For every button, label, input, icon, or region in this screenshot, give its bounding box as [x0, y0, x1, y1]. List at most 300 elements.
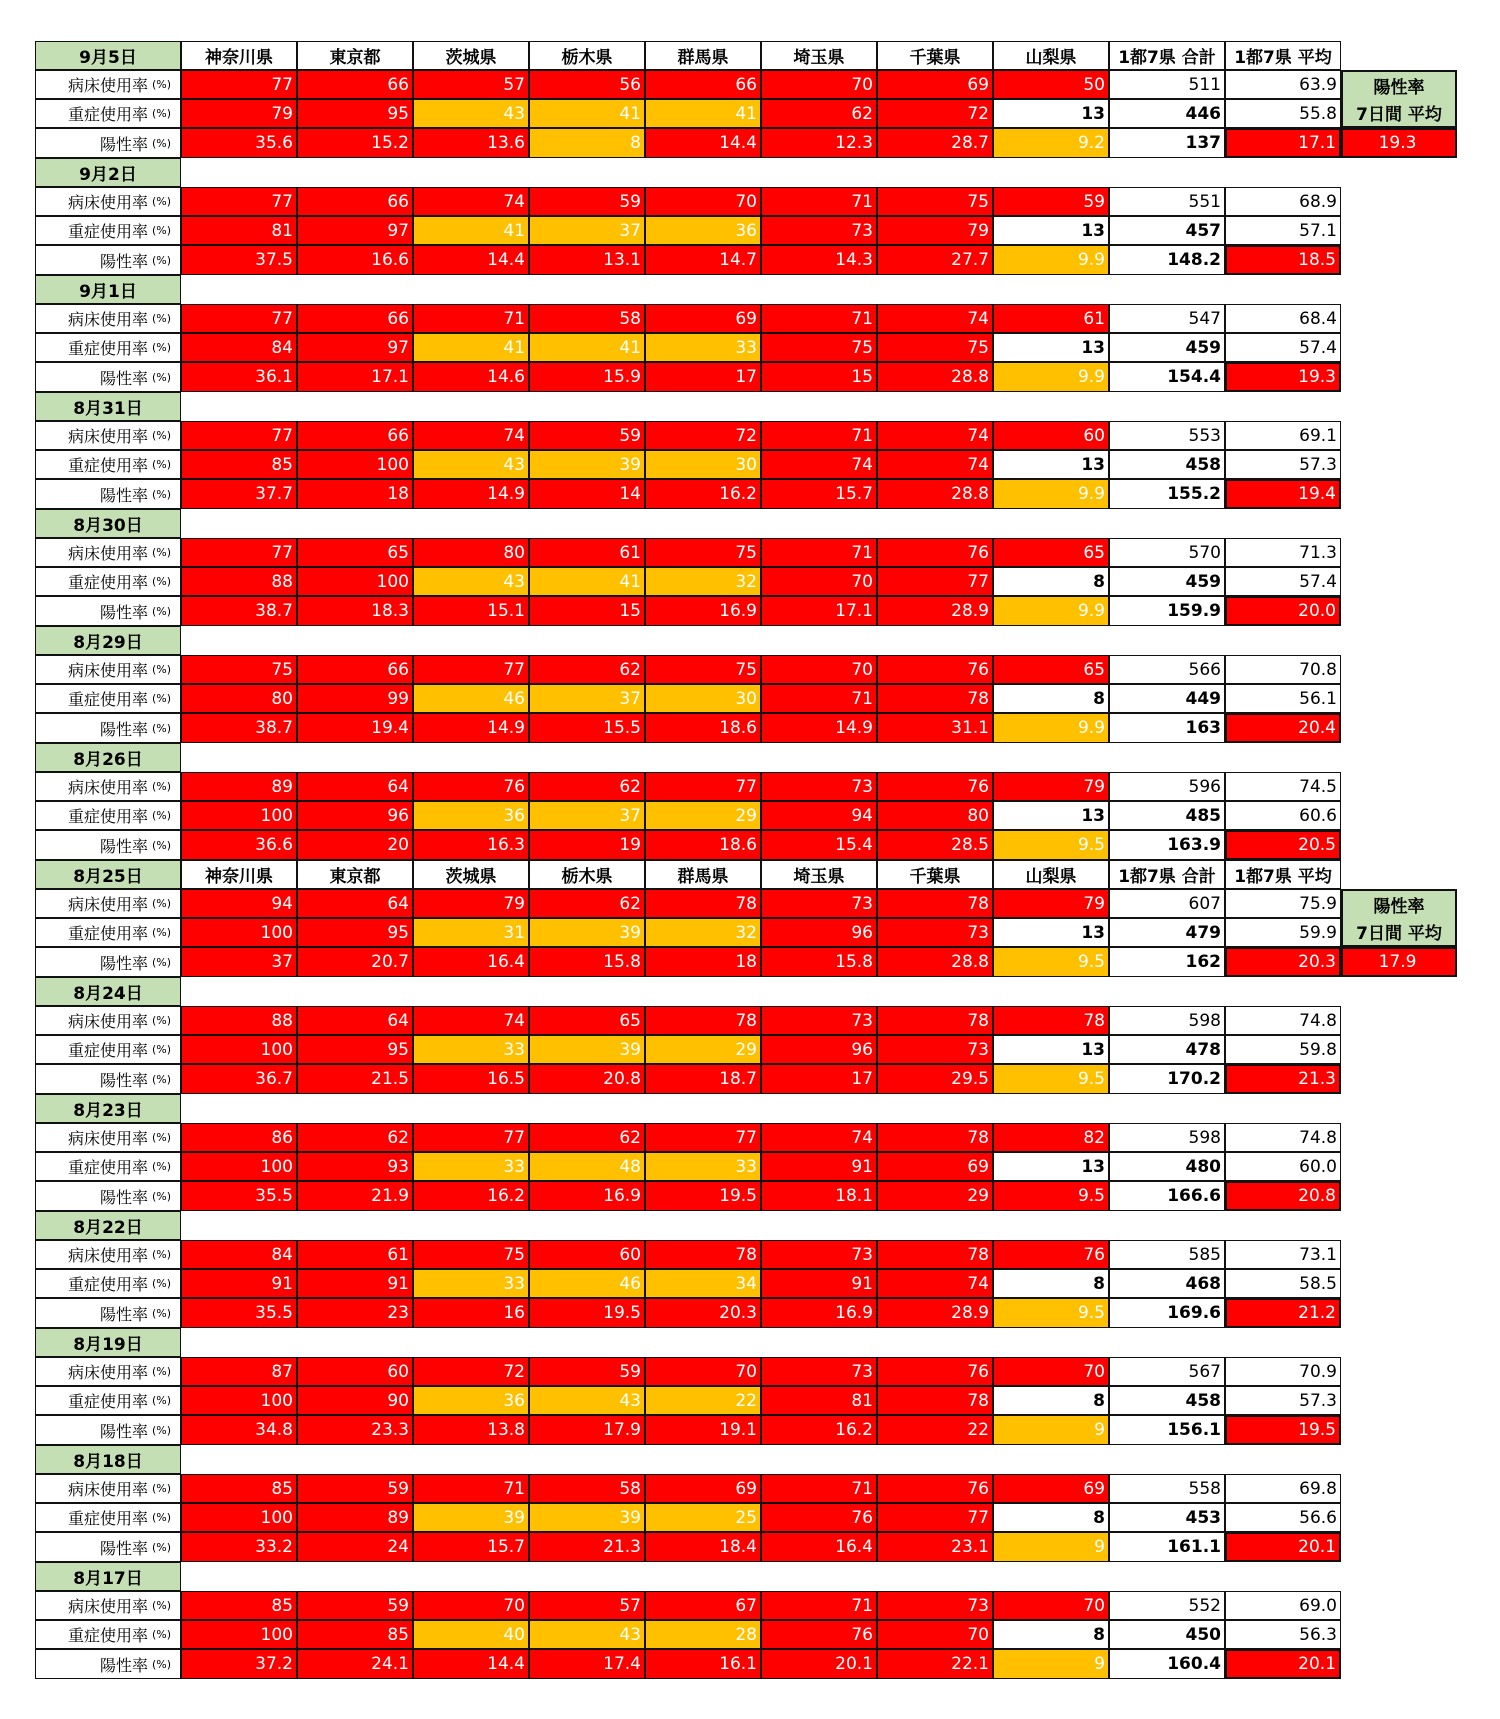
value-cell: 46: [413, 684, 529, 713]
row-label: [35, 70, 181, 99]
value-cell: 78: [877, 684, 993, 713]
value-cell: 9.9: [993, 362, 1109, 392]
row-label: [35, 1152, 181, 1181]
total-cell: 558: [1109, 1474, 1225, 1503]
value-cell: 71: [761, 1474, 877, 1503]
date-row: [35, 977, 1473, 1006]
unit-label: (%): [151, 1482, 171, 1495]
total-cell: 453: [1109, 1503, 1225, 1532]
value-cell: 88: [181, 1006, 297, 1035]
value-cell: 16.4: [761, 1532, 877, 1562]
total-cell: 137: [1109, 128, 1225, 158]
table-row: [35, 99, 1473, 128]
value-cell: 15: [529, 596, 645, 626]
column-header: 神奈川県: [181, 860, 297, 889]
date-label: 9月2日: [35, 158, 181, 187]
table-row: [35, 596, 1473, 626]
value-cell: 70: [993, 1591, 1109, 1620]
value-cell: 62: [529, 889, 645, 918]
average-cell: 20.4: [1225, 713, 1341, 743]
column-header: 茨城県: [413, 860, 529, 889]
value-cell: 40: [413, 1620, 529, 1649]
average-cell: 57.3: [1225, 450, 1341, 479]
value-cell: 43: [413, 99, 529, 128]
value-cell: 96: [761, 918, 877, 947]
value-cell: 29.5: [877, 1064, 993, 1094]
row-label-text: 陽性率: [99, 134, 148, 154]
unit-label: (%): [151, 575, 171, 588]
value-cell: 50: [993, 70, 1109, 99]
value-cell: 9.2: [993, 128, 1109, 158]
row-label: [35, 772, 181, 801]
value-cell: 18.6: [645, 830, 761, 860]
value-cell: 99: [297, 684, 413, 713]
value-cell: 70: [877, 1620, 993, 1649]
table-row: [35, 801, 1473, 830]
value-cell: 70: [413, 1591, 529, 1620]
row-label: [35, 450, 181, 479]
value-cell: 100: [181, 801, 297, 830]
total-cell: 457: [1109, 216, 1225, 245]
value-cell: 14.4: [645, 128, 761, 158]
table-row: [35, 1386, 1473, 1415]
row-label: [35, 99, 181, 128]
value-cell: 9.5: [993, 1064, 1109, 1094]
value-cell: 28.8: [877, 362, 993, 392]
value-cell: 80: [413, 538, 529, 567]
row-label: [35, 245, 181, 275]
column-header: 東京都: [297, 860, 413, 889]
table-row: [35, 1649, 1473, 1679]
value-cell: 100: [181, 918, 297, 947]
value-cell: 69: [993, 1474, 1109, 1503]
column-header: 山梨県: [993, 41, 1109, 70]
value-cell: 15.9: [529, 362, 645, 392]
value-cell: 36: [645, 216, 761, 245]
unit-label: (%): [151, 1511, 171, 1524]
date-label: 8月17日: [35, 1562, 181, 1591]
value-cell: 29: [645, 801, 761, 830]
average-cell: 74.8: [1225, 1123, 1341, 1152]
value-cell: 41: [529, 567, 645, 596]
value-cell: 85: [297, 1620, 413, 1649]
value-cell: 69: [877, 1152, 993, 1181]
average-cell: 19.5: [1225, 1415, 1341, 1445]
value-cell: 36.6: [181, 830, 297, 860]
value-cell: 64: [297, 889, 413, 918]
value-cell: 69: [645, 304, 761, 333]
value-cell: 18.6: [645, 713, 761, 743]
row-label: [35, 1620, 181, 1649]
average-cell: 70.8: [1225, 655, 1341, 684]
row-label: [35, 801, 181, 830]
value-cell: 41: [529, 333, 645, 362]
row-label-text: 重症使用率: [67, 1509, 148, 1528]
row-label-text: 病床使用率: [67, 1246, 148, 1265]
row-label: [35, 684, 181, 713]
row-label-text: 病床使用率: [67, 661, 148, 680]
value-cell: 20.3: [645, 1298, 761, 1328]
value-cell: 78: [877, 1123, 993, 1152]
date-label: 9月1日: [35, 275, 181, 304]
value-cell: 15.8: [529, 947, 645, 977]
unit-label: (%): [151, 1248, 171, 1261]
average-cell: 21.3: [1225, 1064, 1341, 1094]
average-cell: 71.3: [1225, 538, 1341, 567]
value-cell: 19.5: [529, 1298, 645, 1328]
unit-label: (%): [151, 955, 171, 969]
row-label-text: 陽性率: [99, 1070, 148, 1090]
total-cell: 485: [1109, 801, 1225, 830]
value-cell: 9: [993, 1415, 1109, 1445]
value-cell: 20.7: [297, 947, 413, 977]
average-cell: 69.8: [1225, 1474, 1341, 1503]
value-cell: 16.5: [413, 1064, 529, 1094]
row-label: [35, 1474, 181, 1503]
row-label-text: 病床使用率: [67, 778, 148, 797]
value-cell: 58: [529, 304, 645, 333]
unit-label: (%): [151, 107, 171, 120]
value-cell: 78: [645, 889, 761, 918]
value-cell: 14.4: [413, 245, 529, 275]
value-cell: 16.2: [761, 1415, 877, 1445]
positive-rate-7day-title: 陽性率: [1341, 889, 1457, 918]
total-cell: 567: [1109, 1357, 1225, 1386]
value-cell: 16.9: [529, 1181, 645, 1211]
unit-label: (%): [151, 370, 171, 384]
value-cell: 89: [297, 1503, 413, 1532]
date-label: 8月22日: [35, 1211, 181, 1240]
total-cell: 459: [1109, 567, 1225, 596]
value-cell: 60: [993, 421, 1109, 450]
value-cell: 75: [181, 655, 297, 684]
value-cell: 91: [181, 1269, 297, 1298]
value-cell: 95: [297, 1035, 413, 1064]
row-label-text: 重症使用率: [67, 924, 148, 943]
row-label: [35, 216, 181, 245]
value-cell: 78: [645, 1006, 761, 1035]
table-row: [35, 830, 1473, 860]
total-cell: 596: [1109, 772, 1225, 801]
value-cell: 37: [529, 216, 645, 245]
total-cell: 552: [1109, 1591, 1225, 1620]
row-label-text: 陽性率: [99, 368, 148, 388]
value-cell: 8: [529, 128, 645, 158]
value-cell: 88: [181, 567, 297, 596]
value-cell: 28.9: [877, 1298, 993, 1328]
value-cell: 8: [993, 567, 1109, 596]
value-cell: 39: [529, 1503, 645, 1532]
value-cell: 31: [413, 918, 529, 947]
table-row: [35, 713, 1473, 743]
total-cell: 551: [1109, 187, 1225, 216]
average-cell: 55.8: [1225, 99, 1341, 128]
total-cell: 156.1: [1109, 1415, 1225, 1445]
row-label-text: 陽性率: [99, 1304, 148, 1324]
date-row: [35, 1094, 1473, 1123]
column-header: 群馬県: [645, 860, 761, 889]
value-cell: 73: [761, 772, 877, 801]
average-cell: 69.0: [1225, 1591, 1341, 1620]
total-cell: 449: [1109, 684, 1225, 713]
value-cell: 67: [645, 1591, 761, 1620]
value-cell: 62: [529, 1123, 645, 1152]
value-cell: 8: [993, 1269, 1109, 1298]
table-row: [35, 362, 1473, 392]
date-label: 8月19日: [35, 1328, 181, 1357]
value-cell: 37: [529, 801, 645, 830]
value-cell: 100: [297, 567, 413, 596]
average-cell: 56.3: [1225, 1620, 1341, 1649]
table-row: [35, 1240, 1473, 1269]
value-cell: 75: [645, 538, 761, 567]
value-cell: 96: [761, 1035, 877, 1064]
total-cell: 159.9: [1109, 596, 1225, 626]
value-cell: 28.8: [877, 947, 993, 977]
value-cell: 39: [529, 1035, 645, 1064]
value-cell: 64: [297, 1006, 413, 1035]
date-row: [35, 1328, 1473, 1357]
column-header: 茨城県: [413, 41, 529, 70]
value-cell: 97: [297, 333, 413, 362]
table-row: [35, 216, 1473, 245]
unit-label: (%): [151, 838, 171, 852]
unit-label: (%): [151, 721, 171, 735]
value-cell: 25: [645, 1503, 761, 1532]
value-cell: 61: [529, 538, 645, 567]
column-header: 東京都: [297, 41, 413, 70]
date-row: [35, 626, 1473, 655]
table-row: [35, 304, 1473, 333]
value-cell: 28: [645, 1620, 761, 1649]
value-cell: 13.1: [529, 245, 645, 275]
date-label: 8月30日: [35, 509, 181, 538]
value-cell: 75: [645, 655, 761, 684]
date-label: 8月24日: [35, 977, 181, 1006]
value-cell: 20: [297, 830, 413, 860]
total-cell: 155.2: [1109, 479, 1225, 509]
row-label-text: 重症使用率: [67, 105, 148, 124]
value-cell: 8: [993, 684, 1109, 713]
value-cell: 100: [181, 1386, 297, 1415]
row-label-text: 陽性率: [99, 1187, 148, 1207]
unit-label: (%): [151, 1072, 171, 1086]
column-header: 1都7県 合計: [1109, 41, 1225, 70]
value-cell: 80: [877, 801, 993, 830]
column-header: 千葉県: [877, 860, 993, 889]
row-label-text: 病床使用率: [67, 76, 148, 95]
column-header: 群馬県: [645, 41, 761, 70]
value-cell: 76: [413, 772, 529, 801]
value-cell: 33: [645, 333, 761, 362]
average-cell: 19.4: [1225, 479, 1341, 509]
row-label: [35, 1181, 181, 1211]
row-label-text: 重症使用率: [67, 1158, 148, 1177]
row-label-text: 病床使用率: [67, 310, 148, 329]
column-header: 山梨県: [993, 860, 1109, 889]
table-row: [35, 1474, 1473, 1503]
value-cell: 18.4: [645, 1532, 761, 1562]
row-label-text: 陽性率: [99, 602, 148, 622]
value-cell: 76: [877, 538, 993, 567]
total-cell: 598: [1109, 1123, 1225, 1152]
row-label-text: 重症使用率: [67, 807, 148, 826]
value-cell: 17.9: [529, 1415, 645, 1445]
value-cell: 14.9: [413, 479, 529, 509]
value-cell: 13: [993, 801, 1109, 830]
table-row: [35, 538, 1473, 567]
value-cell: 22: [645, 1386, 761, 1415]
value-cell: 22.1: [877, 1649, 993, 1679]
row-label: [35, 187, 181, 216]
column-header: 神奈川県: [181, 41, 297, 70]
value-cell: 77: [413, 1123, 529, 1152]
value-cell: 18: [645, 947, 761, 977]
value-cell: 77: [645, 1123, 761, 1152]
date-label: 8月29日: [35, 626, 181, 655]
row-label: [35, 1123, 181, 1152]
value-cell: 81: [181, 216, 297, 245]
value-cell: 36: [413, 1386, 529, 1415]
unit-label: (%): [151, 897, 171, 910]
value-cell: 41: [529, 99, 645, 128]
value-cell: 38.7: [181, 713, 297, 743]
unit-label: (%): [151, 780, 171, 793]
value-cell: 27.7: [877, 245, 993, 275]
unit-label: (%): [151, 253, 171, 267]
average-cell: 20.1: [1225, 1649, 1341, 1679]
table-row: [35, 1181, 1473, 1211]
value-cell: 70: [761, 655, 877, 684]
row-label: [35, 304, 181, 333]
value-cell: 18.1: [761, 1181, 877, 1211]
value-cell: 79: [181, 99, 297, 128]
table-row: [35, 333, 1473, 362]
average-cell: 20.5: [1225, 830, 1341, 860]
row-label: [35, 538, 181, 567]
value-cell: 74: [761, 1123, 877, 1152]
total-cell: 478: [1109, 1035, 1225, 1064]
value-cell: 89: [181, 772, 297, 801]
value-cell: 56: [529, 70, 645, 99]
value-cell: 37.7: [181, 479, 297, 509]
value-cell: 74: [877, 1269, 993, 1298]
value-cell: 93: [297, 1152, 413, 1181]
value-cell: 41: [413, 333, 529, 362]
average-cell: 19.3: [1225, 362, 1341, 392]
value-cell: 85: [181, 1474, 297, 1503]
row-label-text: 病床使用率: [67, 1597, 148, 1616]
value-cell: 76: [877, 655, 993, 684]
value-cell: 23.3: [297, 1415, 413, 1445]
value-cell: 61: [297, 1240, 413, 1269]
value-cell: 73: [761, 1357, 877, 1386]
value-cell: 66: [297, 304, 413, 333]
unit-label: (%): [151, 224, 171, 237]
value-cell: 13: [993, 918, 1109, 947]
value-cell: 15.4: [761, 830, 877, 860]
value-cell: 28.7: [877, 128, 993, 158]
date-row: [35, 509, 1473, 538]
value-cell: 69: [645, 1474, 761, 1503]
value-cell: 24.1: [297, 1649, 413, 1679]
date-label: 8月25日: [35, 860, 181, 889]
total-cell: 148.2: [1109, 245, 1225, 275]
unit-label: (%): [151, 458, 171, 471]
value-cell: 96: [297, 801, 413, 830]
value-cell: 14: [529, 479, 645, 509]
total-cell: 170.2: [1109, 1064, 1225, 1094]
value-cell: 95: [297, 918, 413, 947]
value-cell: 16: [413, 1298, 529, 1328]
value-cell: 39: [529, 450, 645, 479]
row-label: [35, 1035, 181, 1064]
value-cell: 35.5: [181, 1181, 297, 1211]
date-row: [35, 1211, 1473, 1240]
average-cell: 68.4: [1225, 304, 1341, 333]
row-label-text: 病床使用率: [67, 1480, 148, 1499]
value-cell: 78: [993, 1006, 1109, 1035]
value-cell: 57: [529, 1591, 645, 1620]
row-label-text: 陽性率: [99, 1421, 148, 1441]
row-label: [35, 918, 181, 947]
unit-label: (%): [151, 604, 171, 618]
value-cell: 76: [993, 1240, 1109, 1269]
total-cell: 479: [1109, 918, 1225, 947]
value-cell: 28.9: [877, 596, 993, 626]
row-label-text: 陽性率: [99, 485, 148, 505]
value-cell: 70: [761, 70, 877, 99]
unit-label: (%): [151, 429, 171, 442]
row-label: [35, 567, 181, 596]
column-header: 1都7県 合計: [1109, 860, 1225, 889]
average-cell: 56.6: [1225, 1503, 1341, 1532]
value-cell: 33: [413, 1035, 529, 1064]
value-cell: 15: [761, 362, 877, 392]
value-cell: 77: [181, 187, 297, 216]
unit-label: (%): [151, 1365, 171, 1378]
value-cell: 59: [993, 187, 1109, 216]
value-cell: 65: [297, 538, 413, 567]
row-label-text: 重症使用率: [67, 456, 148, 475]
unit-label: (%): [151, 546, 171, 559]
value-cell: 9.9: [993, 479, 1109, 509]
column-header: 千葉県: [877, 41, 993, 70]
unit-label: (%): [151, 195, 171, 208]
total-cell: 161.1: [1109, 1532, 1225, 1562]
value-cell: 14.9: [761, 713, 877, 743]
value-cell: 77: [645, 772, 761, 801]
value-cell: 13.8: [413, 1415, 529, 1445]
average-cell: 21.2: [1225, 1298, 1341, 1328]
average-cell: 70.9: [1225, 1357, 1341, 1386]
value-cell: 36: [413, 801, 529, 830]
row-label-text: 重症使用率: [67, 690, 148, 709]
value-cell: 36.7: [181, 1064, 297, 1094]
table-row: [35, 684, 1473, 713]
value-cell: 70: [645, 1357, 761, 1386]
value-cell: 30: [645, 450, 761, 479]
value-cell: 38.7: [181, 596, 297, 626]
value-cell: 76: [877, 772, 993, 801]
row-label-text: 重症使用率: [67, 1626, 148, 1645]
average-cell: 20.8: [1225, 1181, 1341, 1211]
value-cell: 13: [993, 333, 1109, 362]
value-cell: 16.2: [645, 479, 761, 509]
column-header: 1都7県 平均: [1225, 41, 1341, 70]
unit-label: (%): [151, 1657, 171, 1671]
column-header: 栃木県: [529, 41, 645, 70]
